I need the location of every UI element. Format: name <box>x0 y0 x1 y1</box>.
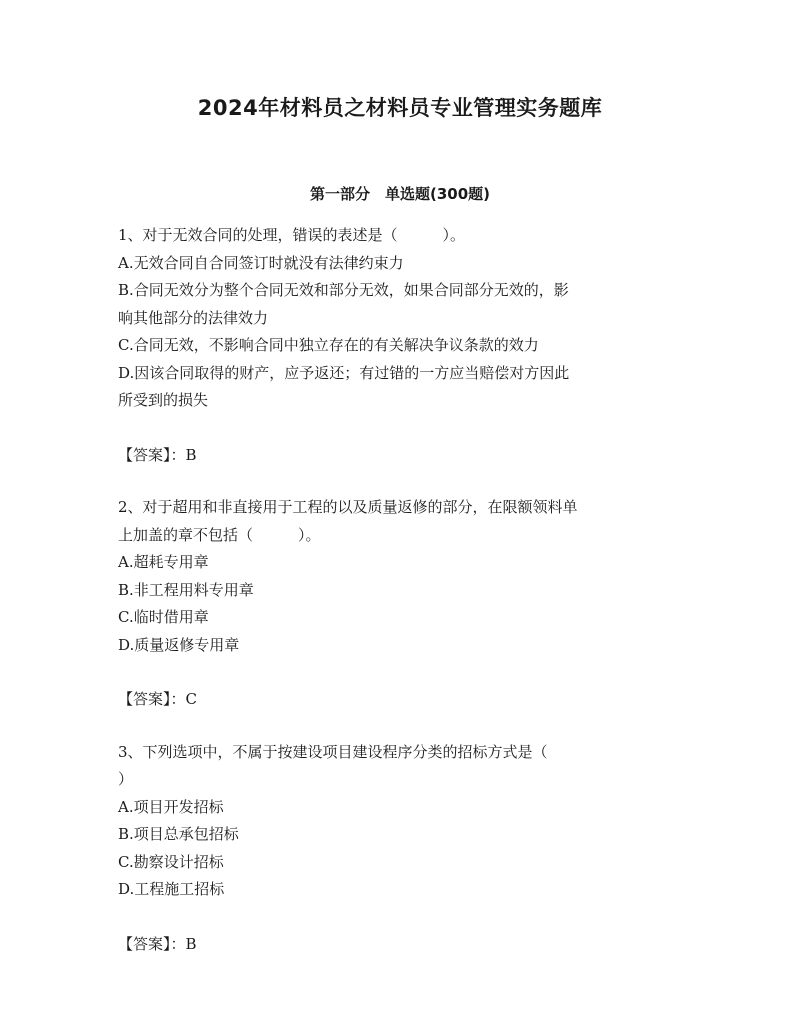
option-a: A.项目开发招标 <box>118 797 224 816</box>
answer-2 <box>118 686 678 714</box>
question-stem: 3、下列选项中，不属于按建设项目建设程序分类的招标方式是（ <box>118 742 548 761</box>
option-c: C.临时借用章 <box>118 608 209 626</box>
option-d: D.质量返修专用章 <box>118 635 240 654</box>
option-d-continued: 所受到的损失 <box>118 391 209 409</box>
option-a: A.无效合同自合同签订时就没有法律约束力 <box>118 253 404 272</box>
option-b: B.合同无效分为整个合同无效和部分无效，如果合同部分无效的，影 <box>118 281 569 299</box>
option-d: D.工程施工招标 <box>118 880 225 898</box>
document-title: 2024年材料员之材料员专业管理实务题库 <box>197 96 603 120</box>
question-stem-continued: 上加盖的章不包括（ ）。 <box>118 525 321 544</box>
option-b: B.项目总承包招标 <box>118 825 239 843</box>
option-c: C.合同无效，不影响合同中独立存在的有关解决争议条款的效力 <box>118 336 539 354</box>
answer-label: 【答案】 <box>118 445 171 464</box>
section-title: 第一部分 单选题(300题) <box>309 185 491 203</box>
option-d: D.因该合同取得的财产，应予返还；有过错的一方应当赔偿对方因此 <box>118 363 570 382</box>
question-stem: 2、对于超用和非直接用于工程的以及质量返修的部分，在限额领料单 <box>118 498 578 516</box>
answer-3 <box>118 931 678 959</box>
question-stem-continued: ） <box>118 770 134 788</box>
question-1 <box>118 222 678 415</box>
answer-value: ：B <box>170 934 197 953</box>
question-list <box>118 222 678 983</box>
answer-label: 【答案】 <box>118 934 171 953</box>
answer-1 <box>118 442 678 470</box>
option-c: C.勘察设计招标 <box>118 852 224 871</box>
answer-value: ：B <box>170 445 197 464</box>
answer-label: 【答案】 <box>118 690 171 708</box>
answer-value: ：C <box>170 690 197 708</box>
option-b: B.非工程用料专用章 <box>118 580 254 599</box>
option-a: A.超耗专用章 <box>118 553 209 571</box>
question-3 <box>118 739 678 904</box>
question-2 <box>118 494 678 659</box>
question-stem: 1、对于无效合同的处理，错误的表述是（ ）。 <box>118 226 466 244</box>
option-b-continued: 响其他部分的法律效力 <box>118 308 269 327</box>
